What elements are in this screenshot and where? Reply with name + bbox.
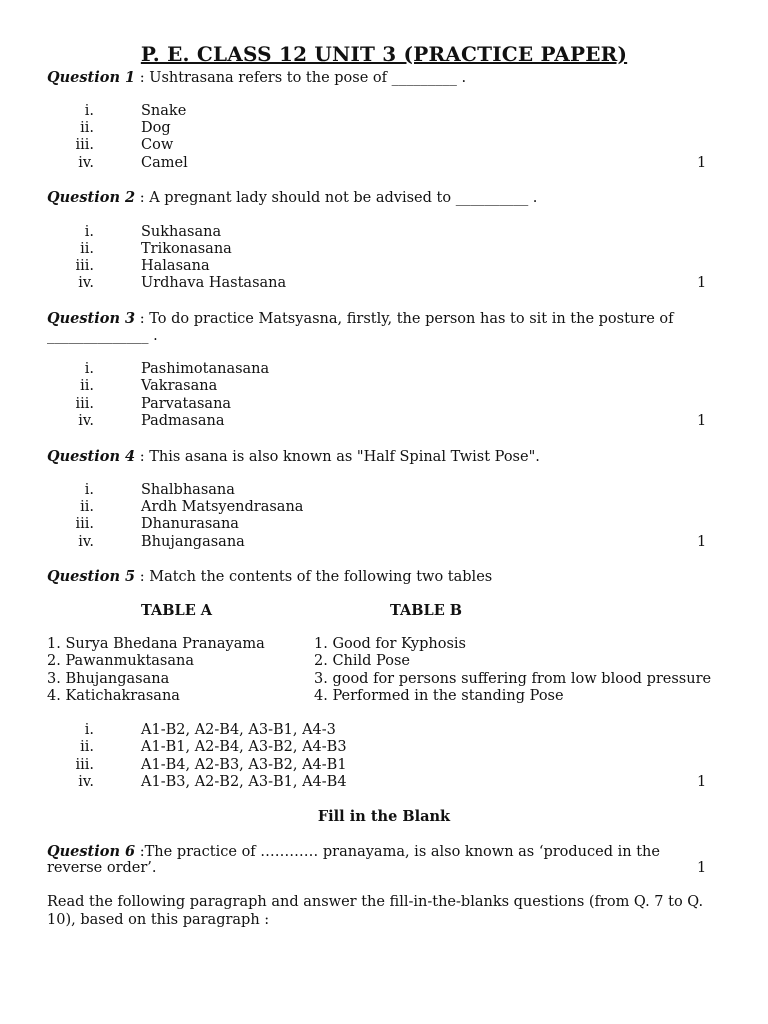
option-text: Camel	[141, 155, 188, 171]
option-number: iii.	[75, 396, 94, 412]
question-1-option-1	[0, 103, 768, 120]
question-5-option-2	[0, 739, 768, 756]
option-text: Vakrasana	[141, 378, 218, 394]
question-5-marks: 1	[697, 774, 707, 790]
question-3	[47, 310, 718, 345]
question-2-text: : A pregnant lady should not be advised to __________ .	[135, 190, 538, 206]
option-text: Bhujangasana	[141, 534, 245, 550]
paragraph-instruction-line-2: 10), based on this paragraph :	[47, 912, 270, 928]
option-text: Parvatasana	[141, 396, 232, 412]
question-3-marks: 1	[697, 413, 707, 429]
question-1-option-3	[0, 137, 768, 154]
option-text: Snake	[141, 103, 187, 119]
question-2-option-4	[0, 275, 768, 292]
question-5-text: : Match the contents of the following two tables	[135, 569, 493, 585]
option-number: iv.	[78, 534, 94, 550]
table-a-row-3: 3. Bhujangasana	[47, 671, 170, 687]
option-text: Halasana	[141, 258, 210, 274]
option-number: i.	[84, 482, 94, 498]
question-1-label: Question 1	[47, 69, 136, 86]
option-number: ii.	[80, 378, 94, 394]
option-text: Padmasana	[141, 413, 225, 429]
table-a-row-1: 1. Surya Bhedana Pranayama	[47, 636, 265, 652]
option-number: ii.	[80, 499, 94, 515]
option-text: A1-B1, A2-B4, A3-B2, A4-B3	[141, 739, 347, 755]
question-1-option-2	[0, 120, 768, 137]
page-title: P. E. CLASS 12 UNIT 3 (PRACTICE PAPER)	[140, 42, 628, 66]
option-number: iv.	[78, 413, 94, 429]
question-4-marks: 1	[697, 534, 707, 550]
option-number: i.	[84, 722, 94, 738]
option-text: Cow	[141, 137, 174, 153]
option-number: ii.	[80, 241, 94, 257]
option-number: iii.	[75, 757, 94, 773]
question-1-marks: 1	[697, 155, 707, 171]
option-text: Sukhasana	[141, 224, 222, 240]
option-text: Dhanurasana	[141, 516, 239, 532]
question-3-text: : To do practice Matsyasna, firstly, the person has to sit in the posture of ______________ .	[47, 311, 674, 344]
question-4-text: : This asana is also known as "Half Spinal Twist Pose".	[135, 449, 540, 465]
option-text: Urdhava Hastasana	[141, 275, 287, 291]
question-2-option-1	[0, 224, 768, 241]
question-3-label: Question 3	[47, 310, 136, 327]
question-5-option-4	[0, 774, 768, 791]
question-3-option-2	[0, 378, 768, 395]
question-6-marks: 1	[697, 860, 707, 876]
option-text: Trikonasana	[141, 241, 232, 257]
question-4	[47, 448, 718, 466]
table-b-row-2: 2. Child Pose	[314, 653, 410, 669]
option-number: iv.	[78, 155, 94, 171]
question-5-option-3	[0, 757, 768, 774]
question-3-option-3	[0, 396, 768, 413]
option-text: Pashimotanasana	[141, 361, 270, 377]
option-number: i.	[84, 103, 94, 119]
question-4-option-2	[0, 499, 768, 516]
option-text: Shalbhasana	[141, 482, 235, 498]
question-3-option-4	[0, 413, 768, 430]
option-number: iv.	[78, 275, 94, 291]
question-1	[47, 69, 718, 87]
table-a-row-4: 4. Katichakrasana	[47, 688, 180, 704]
question-5-label: Question 5	[47, 568, 136, 585]
section-heading: Fill in the Blank	[317, 808, 451, 825]
option-number: iii.	[75, 516, 94, 532]
option-text: A1-B3, A2-B2, A3-B1, A4-B4	[141, 774, 347, 790]
option-number: ii.	[80, 739, 94, 755]
question-1-option-4	[0, 155, 768, 172]
table-a-header: TABLE A	[141, 602, 213, 619]
table-b-row-1: 1. Good for Kyphosis	[314, 636, 466, 652]
question-5-option-1	[0, 722, 768, 739]
question-6	[47, 843, 718, 861]
table-b-header: TABLE B	[390, 602, 463, 619]
table-b-row-3: 3. good for persons suffering from low blood pressure	[314, 671, 712, 687]
table-b-row-4: 4. Performed in the standing Pose	[314, 688, 564, 704]
option-text: A1-B4, A2-B3, A3-B2, A4-B1	[141, 757, 347, 773]
question-2-option-3	[0, 258, 768, 275]
question-4-option-1	[0, 482, 768, 499]
option-number: i.	[84, 224, 94, 240]
question-5	[47, 568, 718, 586]
option-number: iv.	[78, 774, 94, 790]
question-4-option-3	[0, 516, 768, 533]
question-1-text: : Ushtrasana refers to the pose of _________ .	[135, 70, 467, 86]
question-4-option-4	[0, 534, 768, 551]
question-6-text-continued: reverse order’.	[47, 860, 157, 876]
question-2-label: Question 2	[47, 189, 136, 206]
paragraph-instruction-line-1: Read the following paragraph and answer the fill-in-the-blanks questions (from Q. 7 to Q.	[47, 894, 704, 910]
question-4-label: Question 4	[47, 448, 136, 465]
option-text: A1-B2, A2-B4, A3-B1, A4-3	[141, 722, 336, 738]
option-text: Dog	[141, 120, 171, 136]
question-2-marks: 1	[697, 275, 707, 291]
table-a-row-2: 2. Pawanmuktasana	[47, 653, 195, 669]
question-2-option-2	[0, 241, 768, 258]
option-number: iii.	[75, 258, 94, 274]
option-number: iii.	[75, 137, 94, 153]
question-3-option-1	[0, 361, 768, 378]
question-6-text: :The practice of ………… pranayama, is also known as ‘produced in the	[135, 844, 660, 860]
option-text: Ardh Matsyendrasana	[141, 499, 304, 515]
question-2	[47, 189, 718, 207]
option-number: ii.	[80, 120, 94, 136]
option-number: i.	[84, 361, 94, 377]
question-6-label: Question 6	[47, 843, 136, 860]
